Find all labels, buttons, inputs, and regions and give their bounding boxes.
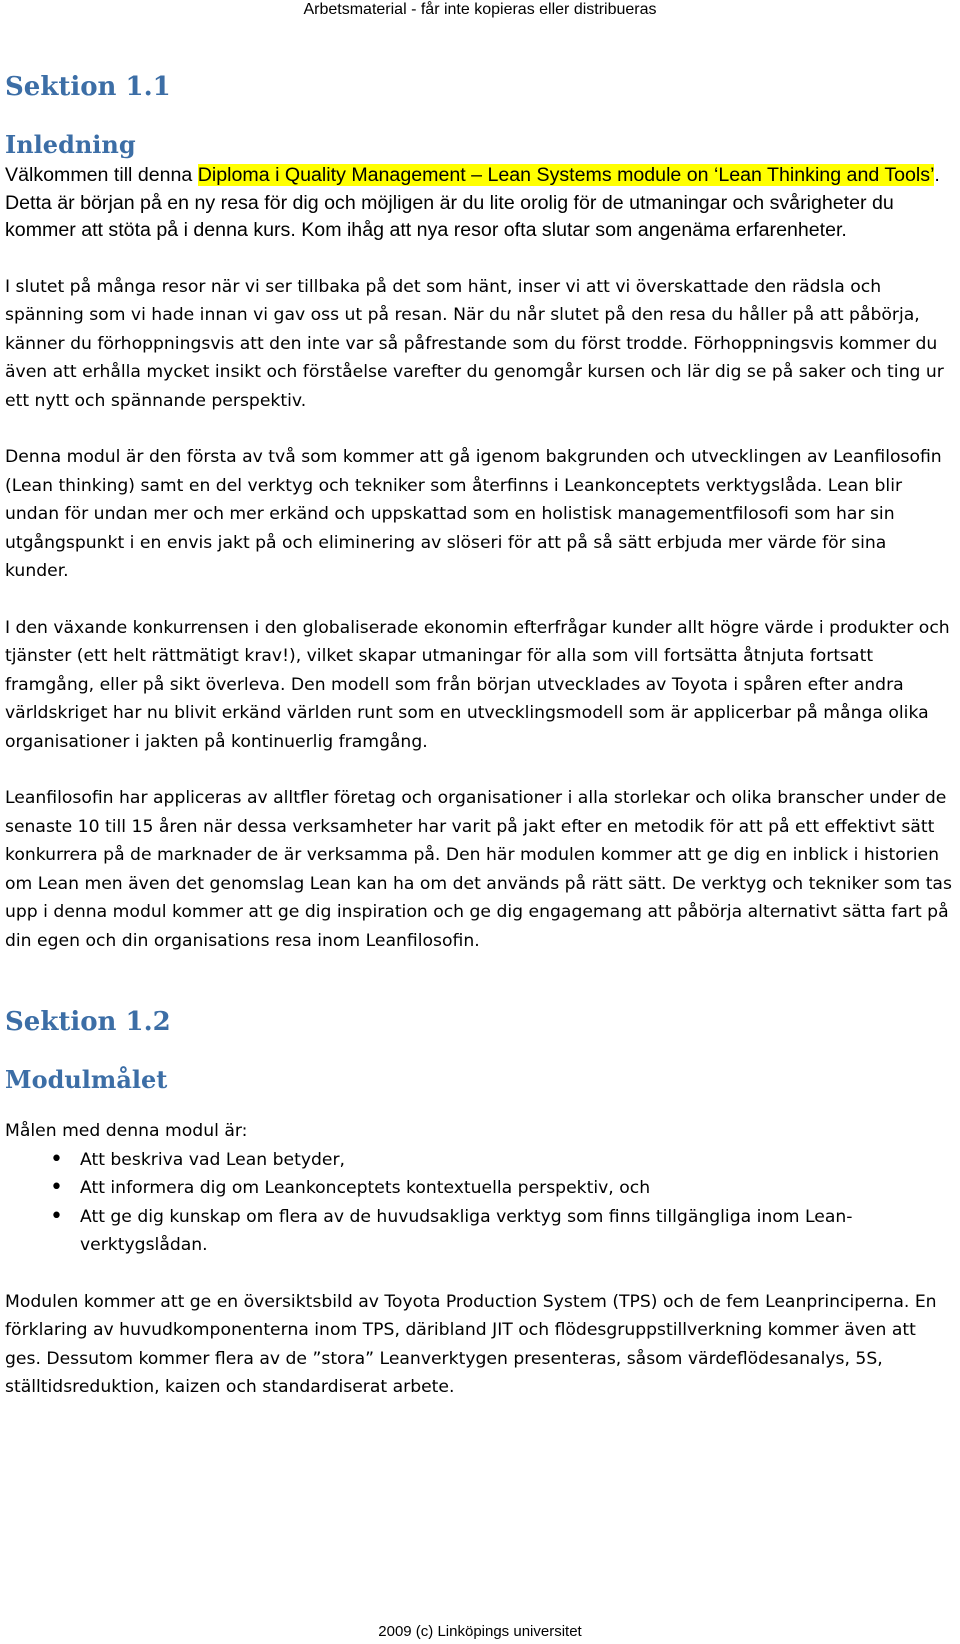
intro-paragraph — [5, 162, 955, 245]
paragraph-2: Denna modul är den första av två som kommer att gå igenom bakgrunden och utvecklingen av Leanfilosofin (Lean thinking) samt en del verktyg och tekniker som återfinns i Leankonceptets verktygslåda. Lean blir undan för undan mer och mer erkänd och uppskattad som en holistisk managementfilosofi som har sin utgångspunkt i en envis jakt på och eliminering av slöseri för att på så sätt erbjuda mer värde för sina kunder. — [5, 447, 942, 581]
intro-text-after: . Detta är början på en ny resa för dig och möjligen är du lite orolig för de utmaningar och svårigheter du kommer att stöta på i denna kurs. Kom ihåg att nya resor ofta slutar som angenäma erfarenheter. — [5, 164, 940, 241]
goals-list — [5, 1146, 955, 1260]
section-1-1-title: Sektion 1.1 — [5, 72, 171, 102]
page-footer: 2009 (c) Linköpings universitet — [378, 1623, 582, 1640]
course-title-highlight: Diploma i Quality Management – Lean Systems module on ‘Lean Thinking and Tools’ — [197, 164, 935, 186]
paragraph-4: Leanfilosofin har appliceras av alltfler företag och organisationer i alla storlekar och olika branscher under de senaste 10 till 15 åren när dessa verksamheter har varit på jakt efter en metodik för att på ett effektivt sätt konkurrera på de marknader de är verksamma på. Den här modulen kommer att ge dig en inblick i historien om Lean men även det genomslag Lean kan ha om det används på rätt sätt. De verktyg och tekniker som tas upp i denna modul kommer att ge dig inspiration och ge dig engagemang att påbörja alternativt sätta fart på din egen och din organisations resa inom Leanfilosofin. — [5, 788, 952, 951]
paragraph-3: I den växande konkurrensen i den globaliserade ekonomin efterfrågar kunder allt högre värde i produkter och tjänster (ett helt rättmätigt krav!), vilket skapar utmaningar för alla som vill fortsätta åtnjuta fortsatt framgång, eller på sikt överleva. Den modell som från början utvecklades av Toyota i spåren efter andra världskriget har nu blivit erkänd världen runt som en utvecklingsmodell som är applicerbar på många olika organisationer i jakten på kontinuerlig framgång. — [5, 617, 950, 752]
paragraph-1: I slutet på många resor när vi ser tillbaka på det som hänt, inser vi att vi överskattade den rädsla och spänning som vi hade innan vi gav oss ut på resan. När du når slutet på den resa du håller på att påbörja, känner du förhoppningsvis att den inte var så påfrestande som du först trodde. Förhoppningsvis kommer du även att erhålla mycket insikt och förståelse varefter du genomgår kursen och lär dig se på saker och ting ur ett nytt och spännande perspektiv. — [5, 276, 944, 411]
closing-paragraph: Modulen kommer att ge en översiktsbild av Toyota Production System (TPS) och de fem Leanprinciperna. En förklaring av huvudkomponenterna inom TPS, däribland JIT och flödesgruppstillverkning kommer även att ges. Dessutom kommer flera av de ”stora” Leanverktygen presenteras, såsom värdeflödesanalys, 5S, ställtidsreduktion, kaizen och standardiserat arbete. — [5, 1291, 937, 1397]
heading-modulmalet: Modulmålet — [5, 1065, 168, 1094]
heading-inledning: Inledning — [5, 130, 136, 159]
goals-lead: Målen med denna modul är: — [5, 1121, 248, 1141]
section-1-2-title: Sektion 1.2 — [5, 1007, 171, 1037]
intro-text-before: Välkommen till denna — [5, 164, 198, 186]
list-item: • Att informera dig om Leankonceptets kontextuella perspektiv, och — [80, 1174, 955, 1203]
list-item: • Att ge dig kunskap om flera av de huvudsakliga verktyg som finns tillgängliga inom Lean-verktygslådan. — [80, 1203, 955, 1260]
list-item: • Att beskriva vad Lean betyder, — [80, 1146, 955, 1175]
page-header: Arbetsmaterial - får inte kopieras eller distribueras — [303, 1, 657, 18]
page-content — [5, 70, 955, 1402]
